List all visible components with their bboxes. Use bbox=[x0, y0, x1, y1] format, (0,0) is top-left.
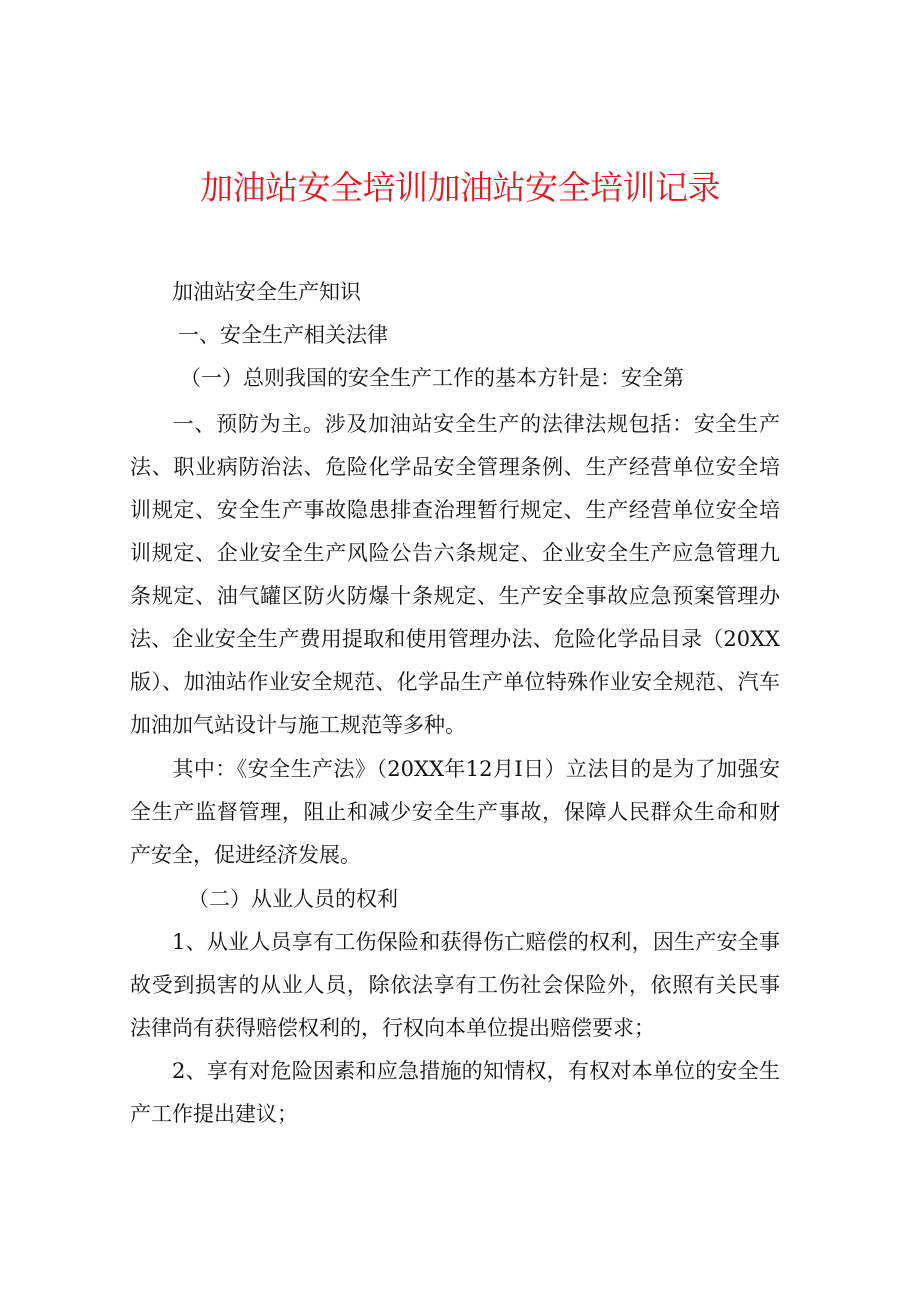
document-title: 加油站安全培训加油站安全培训记录 bbox=[200, 168, 720, 207]
paragraph-right-2 bbox=[130, 1050, 780, 1136]
subsection-heading-general: （一）总则我国的安全生产工作的基本方针是：安全第 bbox=[180, 366, 684, 390]
paragraph-right-2-text: 2、享有对危险因素和应急措施的知情权，有权对本单位的安全生产工作提出建议； bbox=[130, 1059, 780, 1126]
subsection-heading-rights: （二）从业人员的权利 bbox=[188, 887, 398, 911]
section-heading-laws: 一、安全生产相关法律 bbox=[178, 323, 388, 347]
heading-knowledge: 加油站安全生产知识 bbox=[172, 280, 361, 304]
paragraph-right-1-text: 1、从业人员享有工伤保险和获得伤亡赔偿的权利，因生产安全事故受到损害的从业人员，除依法享有工伤社会保险外，依照有关民事法律尚有获得赔偿权利的，行权向本单位提出赔偿要求； bbox=[130, 930, 780, 1040]
paragraph-right-1 bbox=[130, 921, 780, 1050]
paragraph-laws bbox=[130, 403, 780, 747]
paragraph-purpose-text: 其中：《安全生产法》（20XX年12月I日）立法目的是为了加强安全生产监督管理，阻止和减少安全生产事故，保障人民群众生命和财产安全，促进经济发展。 bbox=[130, 757, 780, 867]
paragraph-purpose bbox=[130, 748, 780, 877]
paragraph-laws-text: 一、预防为主。涉及加油站安全生产的法律法规包括：安全生产法、职业病防治法、危险化学品安全管理条例、生产经营单位安全培训规定、安全生产事故隐患排查治理暂行规定、生产经营单位安全培训规定、企业安全生产风险公告六条规定、企业安全生产应急管理九条规定、油气罐区防火防爆十条规定、生产安全事故应急预案管理办法、企业安全生产费用提取和使用管理办法、危险化学品目录（20XX版）、加油站作业安全规范、化学品生产单位特殊作业安全规范、汽车加油加气站设计与施工规范等多种。 bbox=[130, 412, 780, 737]
